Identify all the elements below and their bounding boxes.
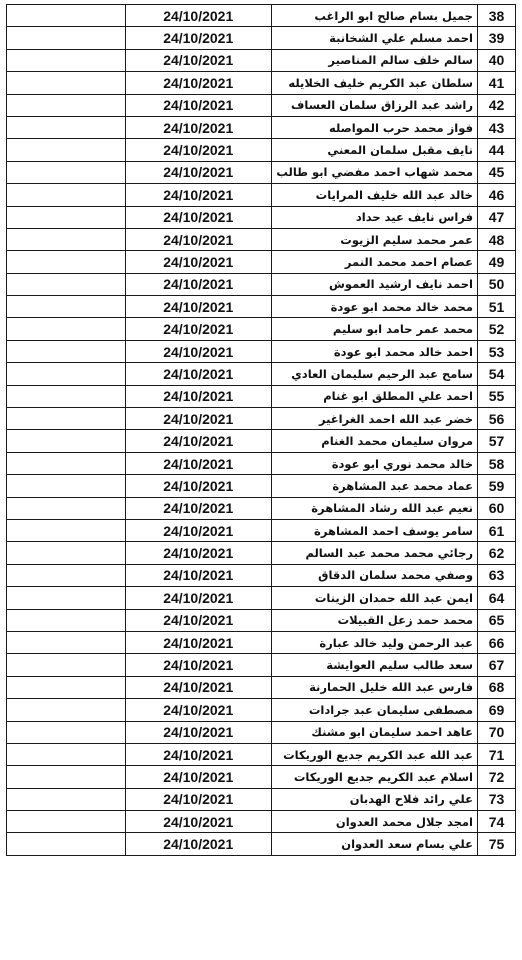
name-cell: علي رائد فلاح الهدبان [271,788,477,810]
date-cell: 24/10/2021 [125,654,271,676]
name-cell: جميل بسام صالح ابو الراغب [271,5,477,27]
row-number-cell: 75 [477,833,515,855]
date-cell: 24/10/2021 [125,788,271,810]
empty-cell [7,788,126,810]
table-row [7,654,516,676]
empty-cell [7,676,126,698]
row-number-cell: 52 [477,318,515,340]
name-cell: محمد شهاب احمد مفضي ابو طالب [271,161,477,183]
name-cell: نعيم عبد الله رشاد المشاهرة [271,497,477,519]
name-cell: محمد عمر حامد ابو سليم [271,318,477,340]
row-number-cell: 40 [477,49,515,71]
table-row [7,699,516,721]
empty-cell [7,699,126,721]
name-cell: خالد محمد نوري ابو عودة [271,452,477,474]
date-cell: 24/10/2021 [125,49,271,71]
table-row [7,94,516,116]
date-cell: 24/10/2021 [125,430,271,452]
date-cell: 24/10/2021 [125,139,271,161]
row-number-cell: 41 [477,72,515,94]
empty-cell [7,116,126,138]
name-cell: سامر يوسف احمد المشاهرة [271,519,477,541]
row-number-cell: 62 [477,542,515,564]
empty-cell [7,452,126,474]
empty-cell [7,72,126,94]
empty-cell [7,228,126,250]
table-row [7,228,516,250]
row-number-cell: 43 [477,116,515,138]
name-cell: عماد محمد عبد المشاهرة [271,475,477,497]
empty-cell [7,542,126,564]
table-row [7,5,516,27]
date-cell: 24/10/2021 [125,273,271,295]
row-number-cell: 57 [477,430,515,452]
table-row [7,609,516,631]
empty-cell [7,609,126,631]
table-row [7,833,516,855]
date-cell: 24/10/2021 [125,5,271,27]
empty-cell [7,296,126,318]
row-number-cell: 38 [477,5,515,27]
table-row [7,519,516,541]
table-row [7,676,516,698]
date-cell: 24/10/2021 [125,318,271,340]
row-number-cell: 51 [477,296,515,318]
name-cell: مروان سليمان محمد الغنام [271,430,477,452]
table-row [7,184,516,206]
table-row [7,273,516,295]
table-row [7,72,516,94]
row-number-cell: 66 [477,631,515,653]
table-row [7,766,516,788]
table-row [7,408,516,430]
roster-table [6,4,516,856]
name-cell: فراس نايف عيد حداد [271,206,477,228]
date-cell: 24/10/2021 [125,497,271,519]
date-cell: 24/10/2021 [125,116,271,138]
date-cell: 24/10/2021 [125,27,271,49]
row-number-cell: 74 [477,811,515,833]
empty-cell [7,318,126,340]
empty-cell [7,385,126,407]
name-cell: فواز محمد حرب المواصله [271,116,477,138]
name-cell: عاهد احمد سليمان ابو مشنك [271,721,477,743]
name-cell: فارس عبد الله خليل الحمارنة [271,676,477,698]
date-cell: 24/10/2021 [125,564,271,586]
table-row [7,340,516,362]
row-number-cell: 72 [477,766,515,788]
date-cell: 24/10/2021 [125,811,271,833]
date-cell: 24/10/2021 [125,743,271,765]
table-row [7,542,516,564]
table-row [7,318,516,340]
row-number-cell: 55 [477,385,515,407]
date-cell: 24/10/2021 [125,184,271,206]
row-number-cell: 49 [477,251,515,273]
row-number-cell: 67 [477,654,515,676]
empty-cell [7,340,126,362]
date-cell: 24/10/2021 [125,452,271,474]
empty-cell [7,497,126,519]
date-cell: 24/10/2021 [125,340,271,362]
empty-cell [7,430,126,452]
date-cell: 24/10/2021 [125,228,271,250]
table-row [7,811,516,833]
row-number-cell: 56 [477,408,515,430]
table-row [7,206,516,228]
date-cell: 24/10/2021 [125,363,271,385]
table-row [7,721,516,743]
date-cell: 24/10/2021 [125,72,271,94]
empty-cell [7,743,126,765]
name-cell: خالد عبد الله خليف المرايات [271,184,477,206]
row-number-cell: 69 [477,699,515,721]
empty-cell [7,519,126,541]
empty-cell [7,273,126,295]
row-number-cell: 63 [477,564,515,586]
table-row [7,743,516,765]
empty-cell [7,161,126,183]
date-cell: 24/10/2021 [125,408,271,430]
empty-cell [7,475,126,497]
table-row [7,788,516,810]
date-cell: 24/10/2021 [125,676,271,698]
name-cell: احمد مسلم علي الشخانبة [271,27,477,49]
date-cell: 24/10/2021 [125,385,271,407]
table-row [7,452,516,474]
row-number-cell: 65 [477,609,515,631]
name-cell: عبد الله عبد الكريم جديع الوريكات [271,743,477,765]
date-cell: 24/10/2021 [125,296,271,318]
name-cell: علي بسام سعد العدوان [271,833,477,855]
row-number-cell: 71 [477,743,515,765]
date-cell: 24/10/2021 [125,542,271,564]
empty-cell [7,363,126,385]
table-row [7,363,516,385]
date-cell: 24/10/2021 [125,519,271,541]
row-number-cell: 58 [477,452,515,474]
empty-cell [7,654,126,676]
row-number-cell: 44 [477,139,515,161]
table-row [7,497,516,519]
empty-cell [7,564,126,586]
row-number-cell: 61 [477,519,515,541]
name-cell: راشد عبد الرزاق سلمان العساف [271,94,477,116]
row-number-cell: 59 [477,475,515,497]
row-number-cell: 46 [477,184,515,206]
date-cell: 24/10/2021 [125,631,271,653]
row-number-cell: 64 [477,587,515,609]
empty-cell [7,721,126,743]
date-cell: 24/10/2021 [125,833,271,855]
table-row [7,116,516,138]
table-row [7,385,516,407]
date-cell: 24/10/2021 [125,766,271,788]
name-cell: وصفي محمد سلمان الدقاق [271,564,477,586]
date-cell: 24/10/2021 [125,206,271,228]
name-cell: سالم خلف سالم المناصير [271,49,477,71]
empty-cell [7,139,126,161]
name-cell: عصام احمد محمد النمر [271,251,477,273]
row-number-cell: 47 [477,206,515,228]
row-number-cell: 45 [477,161,515,183]
name-cell: اسلام عبد الكريم جديع الوريكات [271,766,477,788]
name-cell: امجد جلال محمد العدوان [271,811,477,833]
empty-cell [7,833,126,855]
empty-cell [7,206,126,228]
table-row [7,139,516,161]
table-row [7,251,516,273]
date-cell: 24/10/2021 [125,699,271,721]
table-row [7,587,516,609]
name-cell: سعد طالب سليم العوايشة [271,654,477,676]
row-number-cell: 68 [477,676,515,698]
date-cell: 24/10/2021 [125,251,271,273]
row-number-cell: 39 [477,27,515,49]
row-number-cell: 53 [477,340,515,362]
document-page [6,4,516,856]
table-row [7,430,516,452]
row-number-cell: 60 [477,497,515,519]
name-cell: احمد علي المطلق ابو غنام [271,385,477,407]
empty-cell [7,5,126,27]
name-cell: سلطان عبد الكريم خليف الخلايله [271,72,477,94]
name-cell: محمد خالد محمد ابو عودة [271,296,477,318]
empty-cell [7,27,126,49]
name-cell: نايف مقبل سلمان المعني [271,139,477,161]
empty-cell [7,811,126,833]
empty-cell [7,94,126,116]
table-row [7,49,516,71]
empty-cell [7,49,126,71]
row-number-cell: 50 [477,273,515,295]
empty-cell [7,631,126,653]
roster-table-body [7,5,516,856]
empty-cell [7,766,126,788]
name-cell: احمد خالد محمد ابو عودة [271,340,477,362]
name-cell: محمد حمد زعل القبيلات [271,609,477,631]
row-number-cell: 73 [477,788,515,810]
name-cell: مصطفى سليمان عبد جرادات [271,699,477,721]
table-row [7,475,516,497]
row-number-cell: 48 [477,228,515,250]
name-cell: رجائي محمد محمد عبد السالم [271,542,477,564]
empty-cell [7,251,126,273]
empty-cell [7,587,126,609]
date-cell: 24/10/2021 [125,609,271,631]
name-cell: عبد الرحمن وليد خالد عبارة [271,631,477,653]
name-cell: خضر عبد الله احمد الغراغير [271,408,477,430]
empty-cell [7,184,126,206]
table-row [7,27,516,49]
date-cell: 24/10/2021 [125,475,271,497]
table-row [7,161,516,183]
table-row [7,564,516,586]
name-cell: احمد نايف ارشيد العموش [271,273,477,295]
row-number-cell: 70 [477,721,515,743]
name-cell: سامح عبد الرحيم سليمان العادي [271,363,477,385]
date-cell: 24/10/2021 [125,94,271,116]
row-number-cell: 54 [477,363,515,385]
date-cell: 24/10/2021 [125,587,271,609]
empty-cell [7,408,126,430]
table-row [7,296,516,318]
date-cell: 24/10/2021 [125,721,271,743]
name-cell: ايمن عبد الله حمدان الزينات [271,587,477,609]
table-row [7,631,516,653]
date-cell: 24/10/2021 [125,161,271,183]
name-cell: عمر محمد سليم الزيوت [271,228,477,250]
row-number-cell: 42 [477,94,515,116]
